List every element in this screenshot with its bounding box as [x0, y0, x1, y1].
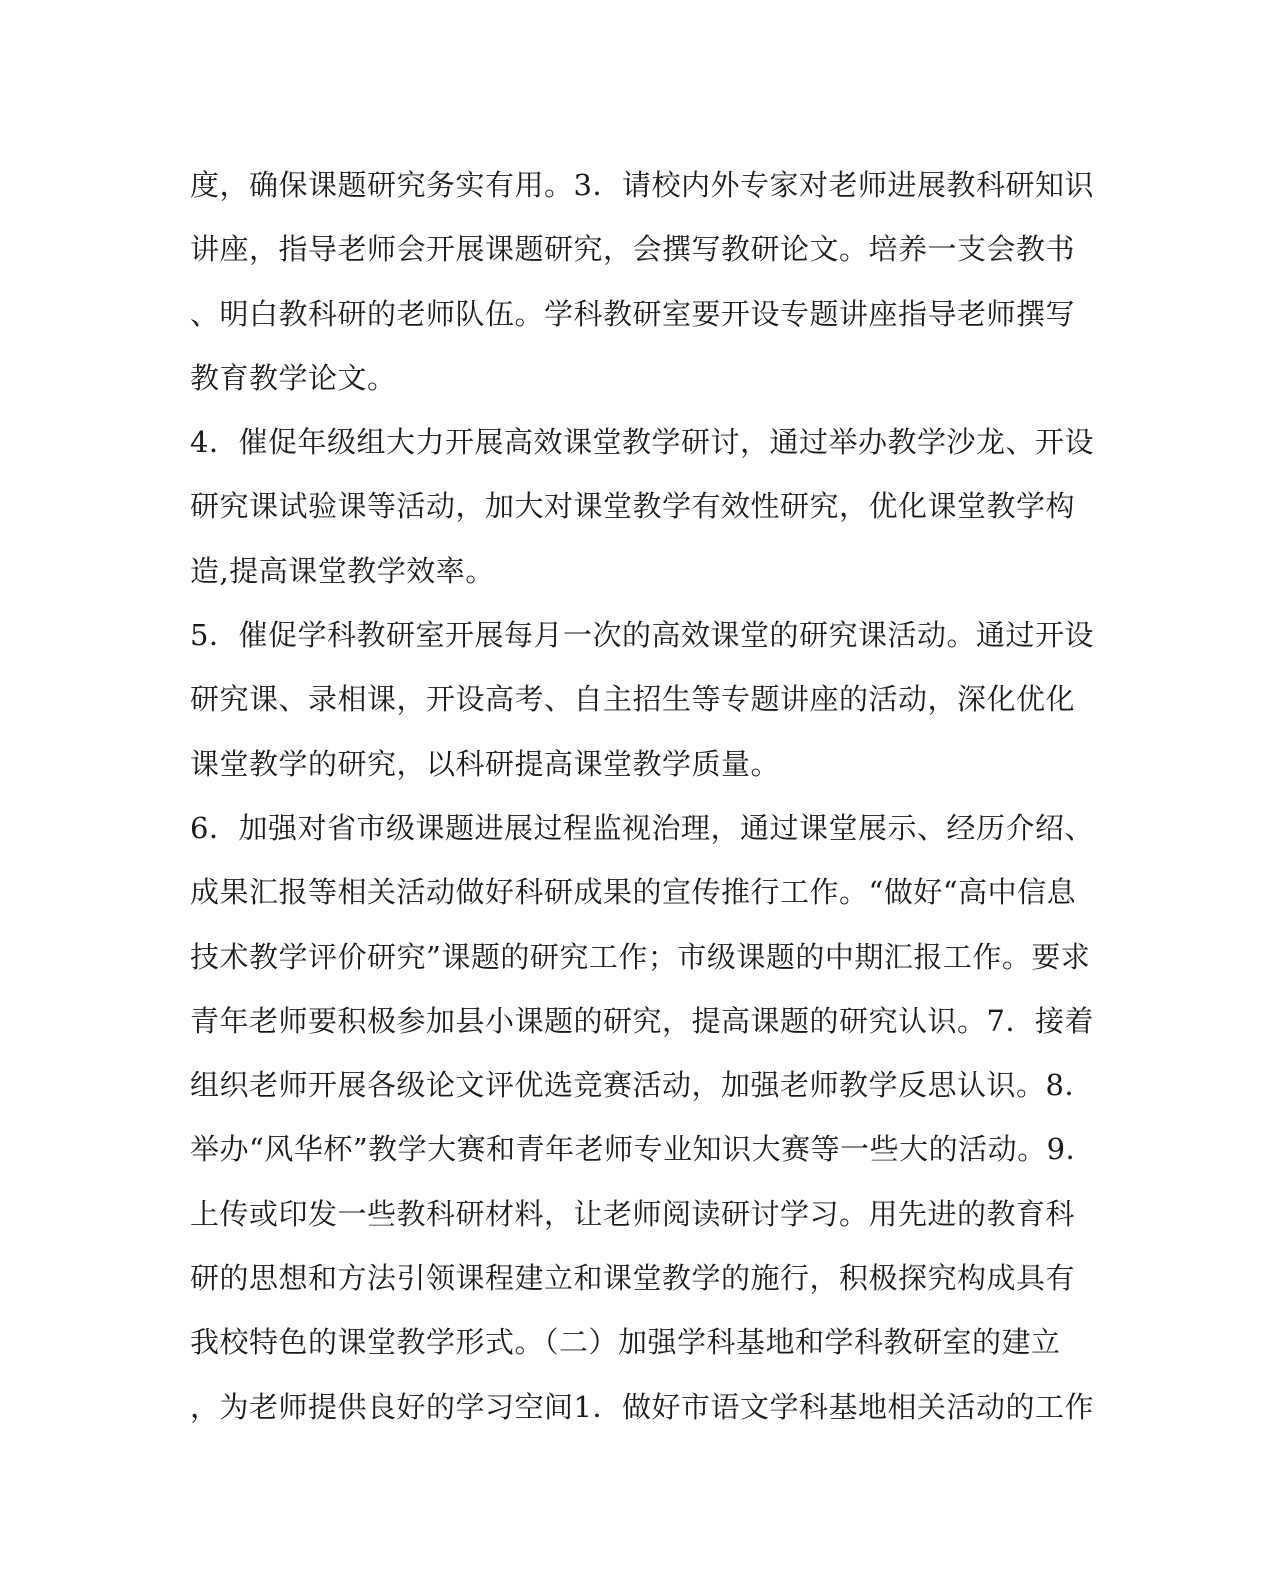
- text-line: 青年老师要积极参加县小课题的研究，提高课题的研究认识。7．接着: [190, 1003, 1094, 1038]
- text-line: 举办“风华杯”教学大赛和青年老师专业知识大赛等一些大的活动。9．: [190, 1132, 1096, 1167]
- text-line: 课堂教学的研究，以科研提高课堂教学质量。: [190, 746, 781, 781]
- text-line: 5．催促学科教研室开展每月一次的高效课堂的研究课活动。通过开设: [190, 618, 1094, 653]
- text-line: 我校特色的课堂教学形式。（二）加强学科基地和学科教研室的建立: [190, 1325, 1061, 1360]
- text-line: 讲座，指导老师会开展课题研究，会撰写教研论文。培养一支会教书: [190, 232, 1076, 267]
- text-line: 、明白教科研的老师队伍。学科教研室要开设专题讲座指导老师撰写: [190, 296, 1076, 331]
- text-line: 技术教学评价研究”课题的研究工作；市级课题的中期汇报工作。要求: [190, 939, 1091, 974]
- text-line: 研究课、录相课，开设高考、自主招生等专题讲座的活动，深化优化: [190, 682, 1076, 717]
- text-line: 研的思想和方法引领课程建立和课堂教学的施行，积极探究构成具有: [190, 1261, 1076, 1296]
- text-line: 4．催促年级组大力开展高效课堂教学研讨，通过举办教学沙龙、开设: [190, 425, 1094, 460]
- text-line: 成果汇报等相关活动做好科研成果的宣传推行工作。“做好“高中信息: [190, 875, 1077, 910]
- text-line: 造,提高课堂教学效率。: [190, 553, 495, 588]
- text-line: 组织老师开展各级论文评优选竞赛活动，加强老师教学反思认识。8．: [190, 1068, 1094, 1103]
- text-line: 度，确保课题研究务实有用。3．请校内外专家对老师进展教科研知识: [190, 168, 1094, 202]
- text-line: 上传或印发一些教科研材料，让老师阅读研讨学习。用先进的教育科: [190, 1196, 1076, 1231]
- body-text: [190, 160, 1096, 1446]
- text-line: 教育教学论文。: [190, 360, 397, 395]
- text-line: 研究课试验课等活动，加大对课堂教学有效性研究，优化课堂教学构: [190, 489, 1076, 524]
- text-line: 6．加强对省市级课题进展过程监视治理，通过课堂展示、经历介绍、: [190, 810, 1094, 845]
- text-line: ，为老师提供良好的学习空间1．做好市语文学科基地相关活动的工作: [190, 1389, 1094, 1424]
